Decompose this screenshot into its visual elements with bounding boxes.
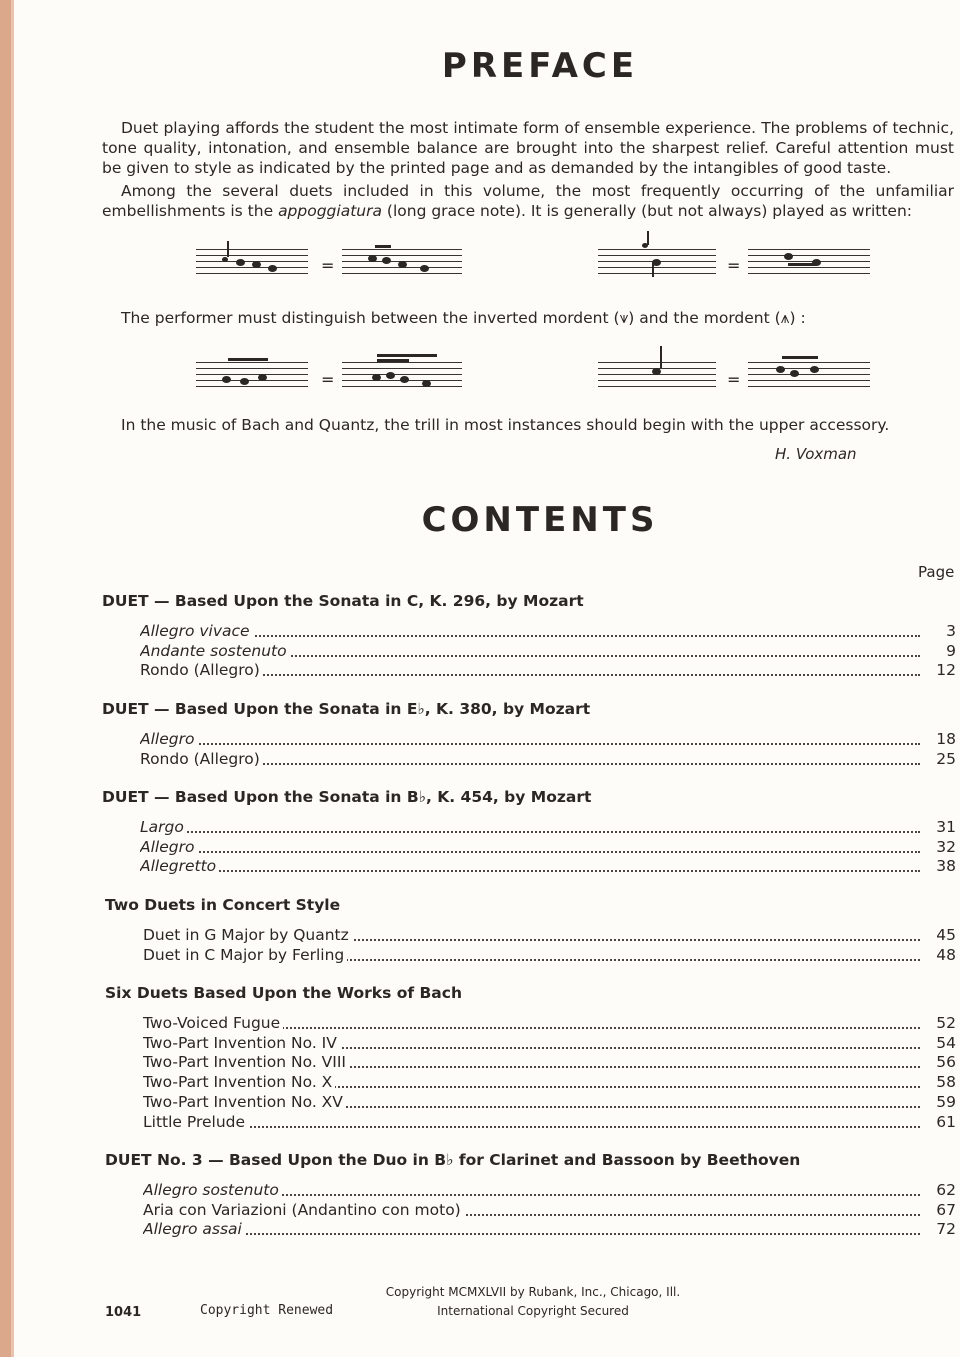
copyright-renewed: Copyright Renewed [200, 1303, 334, 1318]
contents-entry-label: Allegro assai [143, 1220, 245, 1238]
contents-entry-label: Allegro sostenuto [143, 1181, 282, 1199]
contents-entry-page: 32 [936, 837, 956, 856]
contents-entry [143, 1053, 920, 1073]
preface-title: PREFACE [441, 46, 639, 86]
equals-sign: = [321, 256, 335, 275]
mordent-text-a: The performer must distinguish between the inverted mordent [121, 309, 609, 327]
contents-entry [140, 857, 920, 877]
contents-entry-page: 54 [936, 1033, 956, 1052]
contents-entry-label: Rondo (Allegro) [140, 750, 263, 768]
appoggiatura-example-2-played [748, 249, 870, 273]
contents-entry-page: 45 [936, 926, 956, 944]
contents-entry-page: 31 [936, 818, 956, 836]
contents-title: CONTENTS [421, 500, 659, 540]
contents-entry [140, 838, 920, 858]
contents-entry-page: 3 [946, 622, 956, 640]
contents-entry-page: 18 [936, 730, 956, 748]
contents-entry [143, 1181, 920, 1201]
contents-section-title: Two Duets in Concert Style [105, 896, 341, 914]
contents-section-title: DUET — Based Upon the Sonata in E♭, K. 380, by Mozart [102, 700, 591, 718]
trill-sentence: In the music of Bach and Quantz, the trill in most instances should begin with the upper accessory. [121, 416, 890, 434]
contents-entry [140, 661, 920, 681]
contents-entry-page: 9 [946, 641, 956, 660]
mordent-text-b: and the mordent [639, 309, 770, 327]
page-edge [0, 0, 14, 1357]
contents-entry-label: Allegro vivace [140, 622, 253, 640]
dot-leader [140, 831, 920, 833]
contents-entry-label: Little Prelude [143, 1113, 248, 1131]
contents-entry [143, 1220, 920, 1240]
contents-entry [143, 1093, 920, 1113]
preface-paragraph-2-text-a: Among the several duets included in this volume, the most frequently occurring of the unfamiliar embellishments is the [102, 182, 954, 220]
inverted-mordent-example-written [196, 362, 308, 386]
contents-entry-label: Allegretto [140, 857, 219, 875]
contents-entry [143, 1113, 920, 1133]
dot-leader [140, 870, 920, 872]
contents-entry-page: 59 [936, 1092, 956, 1111]
contents-entry-label: Largo [140, 818, 187, 836]
contents-entry [143, 946, 920, 966]
preface-paragraph-1-text: Duet playing affords the student the most intimate form of ensemble experience. The problems of technic, tone quality, intonation, and ensemble balance are brought into the sharpest relief. Careful attention must be given to style as indicated by the printed page and as demanded by the intangibles of good taste. [102, 119, 954, 177]
mordent-colon: : [800, 309, 806, 327]
contents-entry-page: 67 [936, 1200, 956, 1219]
contents-entry-page: 12 [936, 661, 956, 680]
mordent-example-written [598, 362, 716, 386]
contents-entry [143, 926, 920, 946]
contents-entry [143, 1201, 920, 1221]
preface-paragraph-2 [102, 181, 954, 221]
dot-leader [143, 1233, 920, 1235]
preface-paragraph-1 [102, 118, 954, 178]
contents-entry-page: 72 [936, 1220, 956, 1239]
contents-entry-page: 52 [936, 1014, 956, 1032]
contents-entry-label: Two-Part Invention No. X [143, 1073, 335, 1091]
contents-section-title: Six Duets Based Upon the Works of Bach [105, 984, 462, 1002]
contents-entry-page: 62 [936, 1181, 956, 1199]
dot-leader [140, 743, 920, 745]
contents-entry [140, 818, 920, 838]
contents-entry-page: 58 [936, 1073, 956, 1092]
mordent-example-played [748, 362, 870, 386]
contents-entry [143, 1014, 920, 1034]
preface-paragraph-2-text-b: (long grace note). It is generally (but not always) played as written: [386, 202, 913, 220]
equals-sign-2: = [727, 256, 741, 275]
contents-entry-label: Two-Voiced Fugue [143, 1014, 283, 1032]
appoggiatura-term: appoggiatura [278, 202, 382, 220]
contents-entry-label: Two-Part Invention No. IV [143, 1034, 340, 1052]
contents-entry-label: Andante sostenuto [140, 642, 290, 660]
contents-entry-label: Duet in G Major by Quantz [143, 926, 352, 944]
contents-entry-page: 25 [936, 749, 956, 768]
appoggiatura-example-1-played [342, 249, 462, 273]
dot-leader [140, 635, 920, 637]
mordent-sentence [121, 309, 806, 328]
contents-entry-page: 61 [936, 1112, 956, 1131]
contents-entry-page: 48 [936, 945, 956, 964]
appoggiatura-example-2-written [598, 249, 716, 273]
author-signature: H. Voxman [775, 445, 857, 463]
equals-sign-4: = [727, 370, 741, 389]
contents-entry-label: Rondo (Allegro) [140, 661, 263, 679]
equals-sign-3: = [321, 370, 335, 389]
dot-leader [140, 851, 920, 853]
page-column-heading: Page [918, 563, 955, 581]
catalog-number: 1041 [105, 1305, 142, 1320]
contents-entry-label: Allegro [140, 838, 197, 856]
contents-entry [140, 622, 920, 642]
inverted-mordent-icon: (⩛) [613, 309, 635, 327]
inverted-mordent-example-played [342, 362, 462, 386]
contents-entry-page: 56 [936, 1053, 956, 1072]
contents-entry [140, 730, 920, 750]
mordent-icon: (⩚) [774, 309, 796, 327]
contents-entry [143, 1073, 920, 1093]
contents-entry [140, 642, 920, 662]
contents-section-title: DUET — Based Upon the Sonata in B♭, K. 454, by Mozart [102, 788, 592, 806]
contents-entry-label: Two-Part Invention No. XV [143, 1093, 346, 1111]
contents-entry-label: Duet in C Major by Ferling [143, 946, 347, 964]
contents-section-title: DUET No. 3 — Based Upon the Duo in B♭ for Clarinet and Bassoon by Beethoven [105, 1151, 801, 1169]
contents-entry [143, 1034, 920, 1054]
appoggiatura-example-1-written [196, 249, 308, 273]
contents-entry-label: Aria con Variazioni (Andantino con moto) [143, 1201, 464, 1219]
contents-entry-label: Allegro [140, 730, 197, 748]
dot-leader [143, 1126, 920, 1128]
contents-section-title: DUET — Based Upon the Sonata in C, K. 296, by Mozart [102, 592, 584, 610]
copyright-secured: International Copyright Secured [437, 1304, 629, 1318]
contents-entry-label: Two-Part Invention No. VIII [143, 1053, 349, 1071]
contents-entry-page: 38 [936, 857, 956, 876]
contents-entry [140, 750, 920, 770]
copyright-line: Copyright MCMXLVII by Rubank, Inc., Chicago, Ill. [385, 1285, 681, 1299]
